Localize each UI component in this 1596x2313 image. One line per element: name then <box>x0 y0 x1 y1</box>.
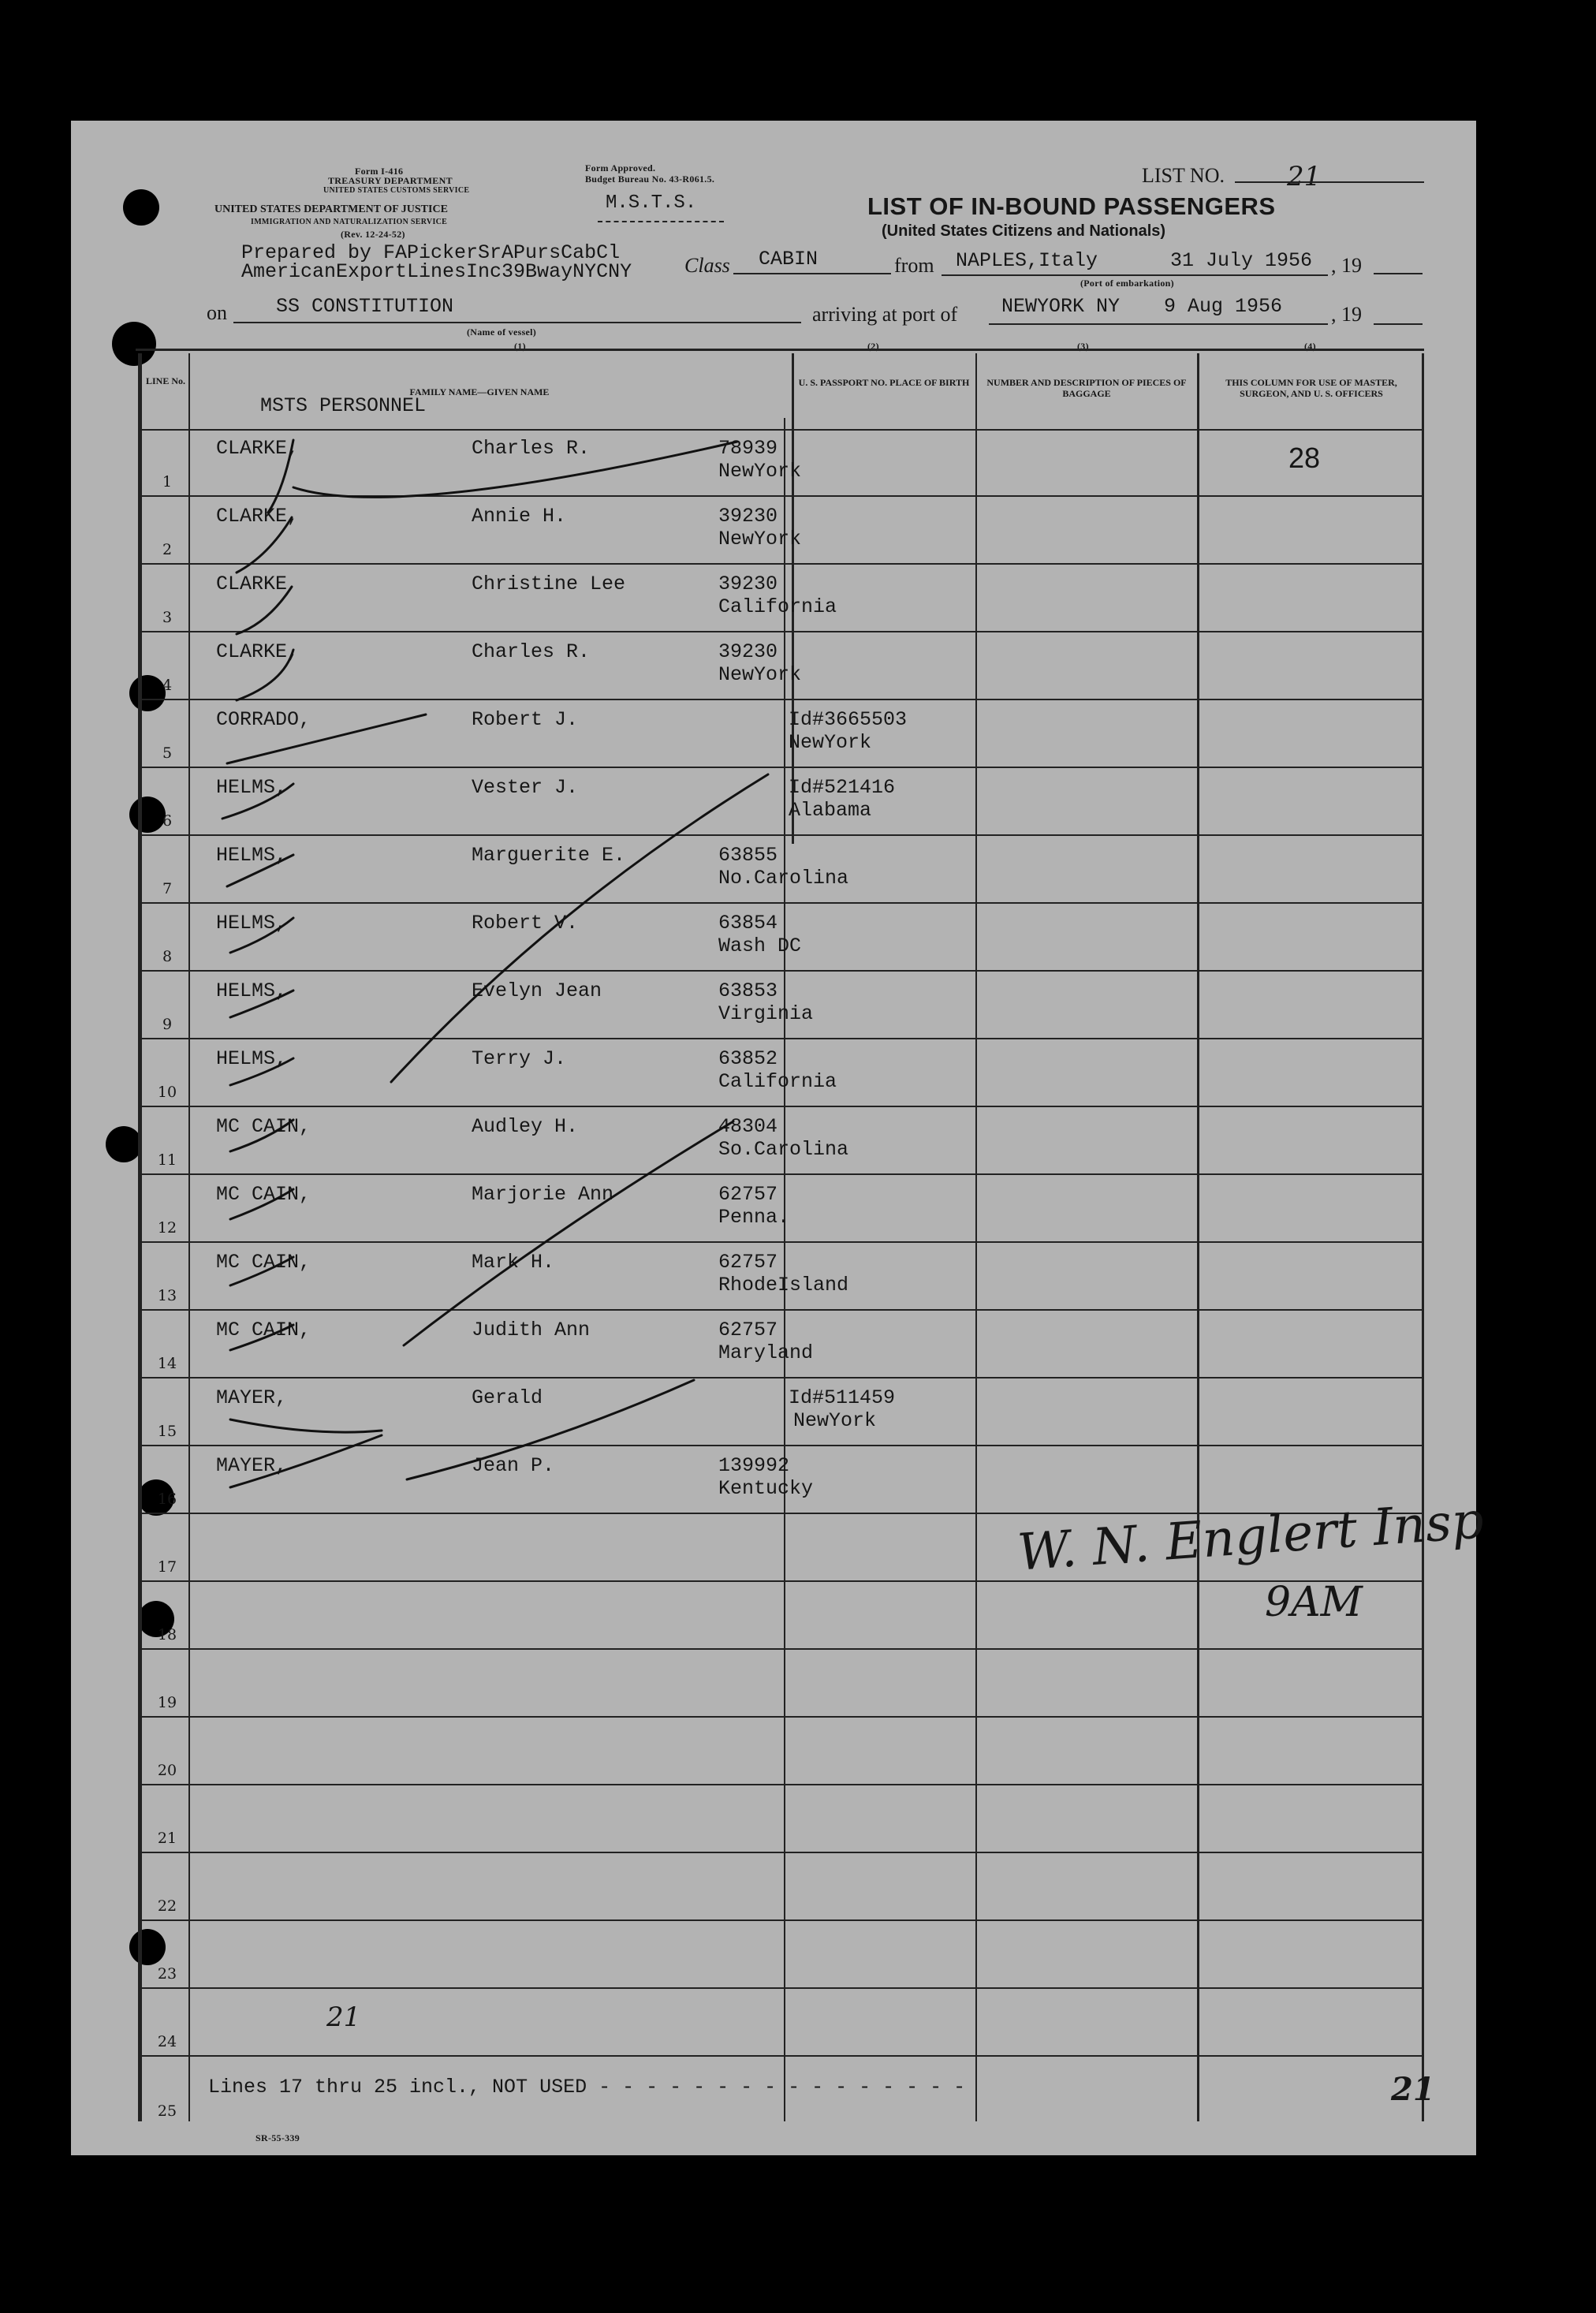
table-row <box>140 429 1422 497</box>
line-number: 15 <box>157 1423 177 1440</box>
justice-department: UNITED STATES DEPARTMENT OF JUSTICE <box>214 203 448 215</box>
birthplace: Penna. <box>718 1206 790 1229</box>
baggage-header: NUMBER AND DESCRIPTION OF PIECES OF BAGGAGE <box>986 377 1187 399</box>
passport-birthplace <box>718 1319 813 1364</box>
column-2-number: (2) <box>867 341 879 352</box>
budget-bureau: Budget Bureau No. 43-R061.5. <box>585 173 715 185</box>
passport-birthplace <box>718 1047 837 1093</box>
line-number: 1 <box>162 473 173 491</box>
line-number: 17 <box>157 1558 177 1576</box>
line-number: 18 <box>157 1626 177 1643</box>
corner-list-number: 21 <box>1391 2071 1435 2108</box>
given-name: Annie H. <box>472 505 567 528</box>
table-row <box>140 972 1422 1039</box>
passport-birthplace <box>718 573 837 618</box>
passport-birthplace <box>789 1386 895 1432</box>
passport-number: 62757 <box>718 1319 778 1341</box>
passport-birthplace <box>718 844 848 890</box>
line-24-mark: 21 <box>326 2001 361 2033</box>
punch-hole <box>106 1126 142 1162</box>
class-label: Class <box>684 254 730 277</box>
passport-number: 63852 <box>718 1047 778 1070</box>
column-4-number: (4) <box>1304 341 1316 352</box>
passport-number: 48304 <box>718 1115 778 1138</box>
given-name: Christine Lee <box>472 573 626 595</box>
table-row <box>140 1039 1422 1107</box>
from-line <box>942 274 1328 276</box>
on-label: on <box>207 301 227 324</box>
passport-number: 62757 <box>718 1251 778 1274</box>
customs-service: UNITED STATES CUSTOMS SERVICE <box>323 186 470 195</box>
passport-birthplace <box>718 505 801 550</box>
passport-number: 63855 <box>718 844 778 867</box>
given-name: Marjorie Ann <box>472 1183 614 1206</box>
family-name: CLARKE, <box>216 437 300 460</box>
arrival-time-mark: 9AM <box>1265 1579 1363 1626</box>
family-name: HELMS, <box>216 1047 288 1070</box>
family-name: CLARKE, <box>216 640 300 663</box>
line-number: 22 <box>157 1897 177 1915</box>
inspector-signature: W. N. Englert Insp <box>1016 1491 1486 1583</box>
family-name: MC CAIN, <box>216 1183 311 1206</box>
passport-birthplace <box>718 1183 789 1229</box>
birthplace: Alabama <box>789 799 872 822</box>
form-code: SR-55-339 <box>255 2132 300 2143</box>
vessel-name: SS CONSTITUTION <box>276 295 454 318</box>
table-row <box>140 700 1422 768</box>
birthplace: California <box>718 595 837 618</box>
port-embarkation-label: (Port of embarkation) <box>1080 278 1174 289</box>
family-name: MAYER, <box>216 1386 288 1409</box>
birthplace: No.Carolina <box>718 867 849 890</box>
passport-birthplace <box>789 708 907 754</box>
table-row <box>140 1582 1422 1650</box>
birthplace: Maryland <box>718 1341 814 1364</box>
from-date: 31 July 1956 <box>1170 249 1313 272</box>
from-year-line <box>1374 273 1423 274</box>
given-name: Audley H. <box>472 1115 579 1138</box>
prepared-by: Prepared by FAPickerSrAPursCabCl <box>241 241 621 264</box>
form-number: Form I-416 <box>355 166 404 177</box>
group-label: MSTS PERSONNEL <box>260 394 427 417</box>
passport-number: 78939 <box>718 437 778 460</box>
table-row <box>140 1378 1422 1446</box>
birthplace: NewYork <box>789 731 872 754</box>
vessel-name-label: (Name of vessel) <box>467 326 537 338</box>
passport-number: 39230 <box>718 505 778 528</box>
line-number: 16 <box>157 1490 177 1508</box>
table-row <box>140 1853 1422 1921</box>
family-name: MC CAIN, <box>216 1115 311 1138</box>
line-number: 5 <box>162 744 173 762</box>
table-row <box>140 836 1422 904</box>
line-number: 19 <box>157 1694 177 1711</box>
treasury-department: TREASURY DEPARTMENT <box>328 175 453 186</box>
table-row <box>140 1989 1422 2057</box>
given-name: Marguerite E. <box>472 844 626 867</box>
line-number: 12 <box>157 1219 177 1237</box>
passport-number: 62757 <box>718 1183 778 1206</box>
birthplace: NewYork <box>718 528 802 550</box>
from-label: from <box>894 254 934 277</box>
list-no-line <box>1235 181 1424 183</box>
arriving-label: arriving at port of <box>812 303 958 326</box>
table-row <box>140 768 1422 836</box>
table-row <box>140 1785 1422 1853</box>
passport-number: 63854 <box>718 912 778 935</box>
birthplace: NewYork <box>793 1409 877 1432</box>
given-name: Judith Ann <box>472 1319 591 1341</box>
family-name: HELMS, <box>216 979 288 1002</box>
arrival-year-line <box>1374 323 1423 325</box>
table-top-rule <box>136 349 1424 351</box>
name-header: FAMILY NAME—GIVEN NAME <box>409 386 550 397</box>
family-name: HELMS, <box>216 776 288 799</box>
birthplace: Wash DC <box>718 935 802 957</box>
passenger-table <box>138 353 1424 2121</box>
line-address: AmericanExportLinesInc39BwayNYCNY <box>241 260 632 283</box>
given-name: Robert J. <box>472 708 579 731</box>
form-subtitle: (United States Citizens and Nationals) <box>882 222 1166 240</box>
column-1-number: (1) <box>514 341 526 352</box>
line-number: 2 <box>162 541 173 558</box>
line-number: 6 <box>162 812 173 830</box>
passport-number: 39230 <box>718 573 778 595</box>
table-row <box>140 1175 1422 1243</box>
birthplace: RhodeIsland <box>718 1274 849 1296</box>
given-name: Mark H. <box>472 1251 555 1274</box>
given-name: Vester J. <box>472 776 579 799</box>
passport-birthplace <box>718 979 813 1025</box>
line-number: 11 <box>157 1151 177 1169</box>
table-row <box>140 632 1422 700</box>
table-row <box>140 1107 1422 1175</box>
line-number: 20 <box>157 1762 177 1779</box>
family-name: CLARKE, <box>216 505 300 528</box>
arrival-year: , 19 <box>1331 303 1362 326</box>
line-number: 14 <box>157 1355 177 1372</box>
family-name: CORRADO, <box>216 708 311 731</box>
passport-number: Id#511459 <box>789 1386 896 1409</box>
from-port: NAPLES,Italy <box>956 249 1098 272</box>
passport-birthplace <box>789 776 895 822</box>
immigration-service: IMMIGRATION AND NATURALIZATION SERVICE <box>251 218 448 226</box>
table-row <box>140 2057 1422 2125</box>
family-name: MAYER, <box>216 1454 288 1477</box>
form-title: LIST OF IN-BOUND PASSENGERS <box>867 192 1276 220</box>
table-row <box>140 1446 1422 1514</box>
birthplace: California <box>718 1070 837 1093</box>
family-name: CLARKE <box>216 573 288 595</box>
table-row <box>140 1243 1422 1311</box>
line-number: 13 <box>157 1287 177 1304</box>
passport-birthplace <box>718 1251 848 1296</box>
given-name: Charles R. <box>472 437 591 460</box>
given-name: Evelyn Jean <box>472 979 602 1002</box>
form-approved: Form Approved. <box>585 162 656 173</box>
table-row <box>140 565 1422 632</box>
passport-number: 63853 <box>718 979 778 1002</box>
msts-dashes <box>598 221 724 222</box>
not-used-note: Lines 17 thru 25 incl., NOT USED - - - - - - - - - - - - - - - - <box>208 2076 966 2098</box>
family-name: HELMS, <box>216 912 288 935</box>
passport-birthplace <box>718 1115 848 1161</box>
passport-birthplace <box>718 912 801 957</box>
passport-birthplace <box>718 1454 813 1500</box>
birthplace: NewYork <box>718 460 802 483</box>
list-no-label: LIST NO. <box>1142 164 1225 187</box>
list-no-value: 21 <box>1287 161 1322 192</box>
given-name: Terry J. <box>472 1047 567 1070</box>
line-number: 24 <box>157 2033 177 2050</box>
line-number: 8 <box>162 948 173 965</box>
table-row <box>140 1650 1422 1718</box>
officers-header: THIS COLUMN FOR USE OF MASTER, SURGEON, AND U. S. OFFICERS <box>1225 377 1397 399</box>
line-number: 25 <box>157 2102 177 2120</box>
family-name: MC CAIN, <box>216 1251 311 1274</box>
table-row <box>140 497 1422 565</box>
birthplace: So.Carolina <box>718 1138 849 1161</box>
punch-hole <box>123 189 159 226</box>
table-row <box>140 1311 1422 1378</box>
passport-number: Id#3665503 <box>789 708 908 731</box>
passport-number: 39230 <box>718 640 778 663</box>
class-value: CABIN <box>759 248 819 270</box>
officer-note: 28 <box>1288 442 1321 474</box>
table-row <box>140 904 1422 972</box>
line-number: 4 <box>162 677 173 694</box>
arrival-date: 9 Aug 1956 <box>1164 295 1283 318</box>
vessel-line <box>233 322 801 323</box>
line-number: 23 <box>157 1965 177 1983</box>
line-no-header: LINE No. <box>145 375 185 386</box>
passport-birthplace <box>718 437 801 483</box>
given-name: Gerald <box>472 1386 543 1409</box>
line-number: 21 <box>157 1830 177 1847</box>
passport-birthplace <box>718 640 801 686</box>
birthplace: Kentucky <box>718 1477 814 1500</box>
birthplace: Virginia <box>718 1002 814 1025</box>
class-line <box>733 273 891 274</box>
passport-number: Id#521416 <box>789 776 896 799</box>
family-name: HELMS, <box>216 844 288 867</box>
arrival-port: NEWYORK NY <box>1001 295 1121 318</box>
family-name: MC CAIN, <box>216 1319 311 1341</box>
line-number: 9 <box>162 1016 173 1033</box>
passport-header: U. S. PASSPORT NO. PLACE OF BIRTH <box>798 377 970 388</box>
passport-number: 139992 <box>718 1454 790 1477</box>
table-row <box>140 1718 1422 1785</box>
column-3-number: (3) <box>1077 341 1089 352</box>
line-number: 10 <box>157 1084 177 1101</box>
birthplace: NewYork <box>718 663 802 686</box>
line-number: 7 <box>162 880 173 897</box>
given-name: Charles R. <box>472 640 591 663</box>
msts-code: M.S.T.S. <box>606 192 697 214</box>
from-year: , 19 <box>1331 254 1362 277</box>
arrival-line <box>989 323 1328 325</box>
given-name: Robert V. <box>472 912 579 935</box>
table-row <box>140 1921 1422 1989</box>
given-name: Jean P. <box>472 1454 555 1477</box>
form-revision: (Rev. 12-24-52) <box>341 229 405 240</box>
line-number: 3 <box>162 609 173 626</box>
